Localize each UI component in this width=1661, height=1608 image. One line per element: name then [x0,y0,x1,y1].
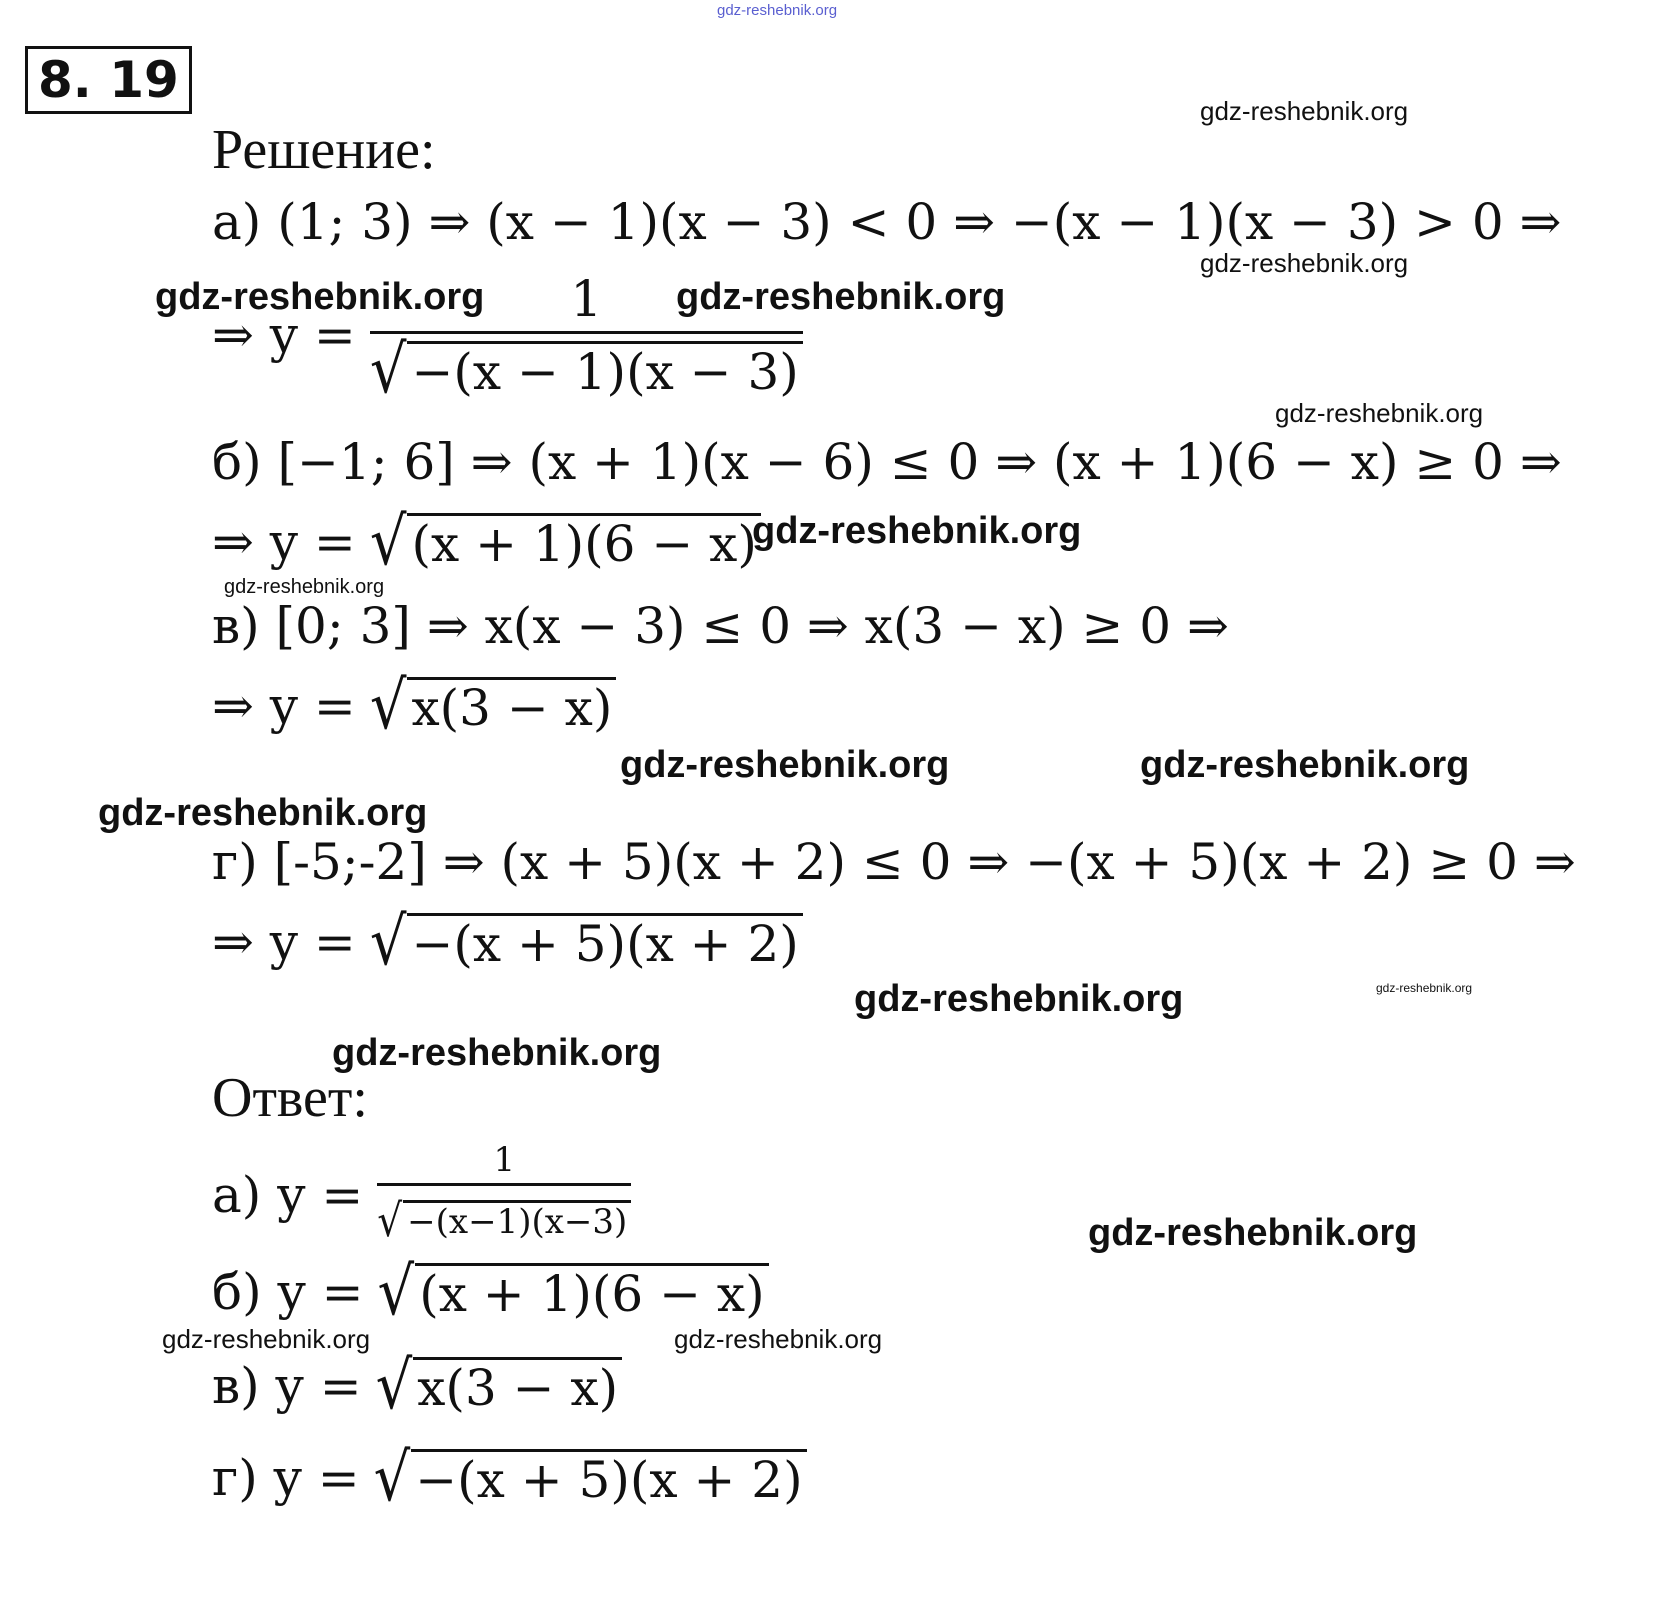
radicand: x(3 − x) [407,677,616,735]
radical-sign-icon: √ [369,331,407,409]
square-root [373,1439,807,1517]
solution-g-line1: г) [-5;-2] ⇒ (x + 5)(x + 2) ≤ 0 ⇒ −(x + 5)(x + 2) ≥ 0 ⇒ [212,833,1576,891]
implies-y-equals: ⇒ y = [212,677,356,735]
answer-b [212,1253,769,1331]
answer-v-prefix: в) y = [212,1357,362,1415]
watermark: gdz-reshebnik.org [1140,744,1470,786]
fraction-denominator [369,331,803,409]
watermark: gdz-reshebnik.org [620,744,950,786]
radicand: −(x−1)(x−3) [403,1200,631,1241]
implies-y-equals: ⇒ y = [212,913,356,971]
radical-sign-icon: √ [369,667,407,745]
square-root [377,1253,769,1331]
answer-g-prefix: г) y = [212,1449,360,1507]
square-root [369,667,617,745]
radical-sign-icon: √ [375,1347,413,1425]
watermark: gdz-reshebnik.org [224,576,385,598]
watermark: gdz-reshebnik.org [1200,248,1409,278]
solution-v-line2 [212,667,616,745]
radical-sign-icon: √ [377,1195,403,1248]
watermark: gdz-reshebnik.org [752,510,1082,552]
answer-heading: Ответ: [212,1067,368,1129]
answer-g [212,1439,807,1517]
implies-y-equals: ⇒ y = [212,306,356,365]
answer-a-prefix: а) y = [212,1166,364,1225]
solution-g-line2 [212,903,803,981]
watermark: gdz-reshebnik.org [854,978,1184,1020]
watermark: gdz-reshebnik.org [1088,1212,1418,1254]
radical-sign-icon: √ [377,1253,415,1331]
radicand: (x + 1)(6 − x) [407,513,760,571]
answer-b-prefix: б) y = [212,1263,364,1321]
watermark: gdz-reshebnik.org [676,276,1006,318]
radicand: (x + 1)(6 − x) [415,1263,768,1321]
solution-heading: Решение: [212,119,436,181]
square-root [377,1195,631,1248]
implies-y-equals: ⇒ y = [212,513,356,571]
watermark: gdz-reshebnik.org [98,792,428,834]
radicand: x(3 − x) [413,1357,622,1415]
watermark: gdz-reshebnik.org [162,1324,371,1354]
problem-number: 8. 19 [25,46,192,114]
fraction [377,1142,631,1248]
square-root [375,1347,623,1425]
watermark: gdz-reshebnik.org [674,1324,883,1354]
solution-a-line1: а) (1; 3) ⇒ (x − 1)(x − 3) < 0 ⇒ −(x − 1)(x − 3) > 0 ⇒ [212,193,1562,251]
radical-sign-icon: √ [369,503,407,581]
radical-sign-icon: √ [373,1439,411,1517]
square-root [369,903,803,981]
fraction-numerator: 1 [570,270,603,328]
solution-v-line1: в) [0; 3] ⇒ x(x − 3) ≤ 0 ⇒ x(3 − x) ≥ 0 ⇒ [212,597,1229,655]
watermark: gdz-reshebnik.org [1376,981,1473,995]
watermark: gdz-reshebnik.org [332,1032,662,1074]
radical-sign-icon: √ [369,903,407,981]
radicand: −(x − 1)(x − 3) [407,341,802,399]
answer-v [212,1347,622,1425]
solution-b-line1: б) [−1; 6] ⇒ (x + 1)(x − 6) ≤ 0 ⇒ (x + 1)(6 − x) ≥ 0 ⇒ [212,433,1562,491]
radicand: −(x + 5)(x + 2) [407,913,802,971]
answer-a [212,1142,631,1248]
fraction-numerator: 1 [493,1140,516,1180]
watermark: gdz-reshebnik.org [717,2,838,19]
watermark: gdz-reshebnik.org [155,276,485,318]
watermark: gdz-reshebnik.org [1275,398,1484,428]
square-root [369,503,761,581]
square-root [369,331,803,409]
radicand: −(x + 5)(x + 2) [411,1449,806,1507]
fraction-denominator [377,1186,631,1248]
watermark: gdz-reshebnik.org [1200,96,1409,126]
solution-b-line2 [212,503,761,581]
